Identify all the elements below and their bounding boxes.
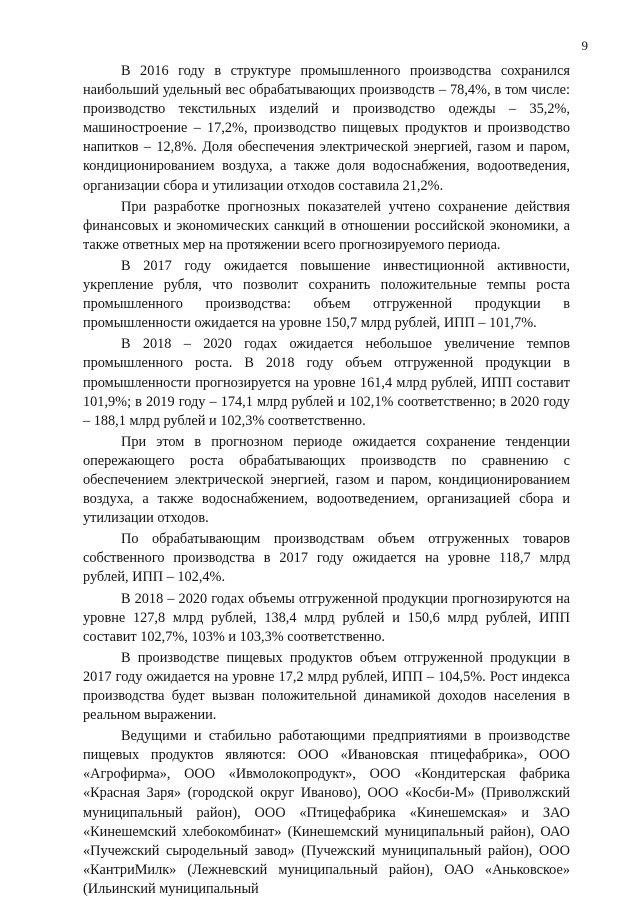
paragraph-manufacturing-2017: По обрабатывающим производствам объем отгруженных товаров собственного производства в 2017 году ожидается на уровне 118,7 млрд рублей, ИПП – 102,4%. (83, 531, 570, 586)
page-number: 9 (581, 38, 588, 53)
paragraph-forecast-2017: В 2017 году ожидается повышение инвестиционной активности, укрепление рубля, что позволит сохранить положительные темпы роста промышленного производства: объем отгруженной продукции в промышленности ожидается на уровне 150,7 млрд рублей, ИПП – 101,7%. (83, 257, 570, 332)
paragraph-industry-structure-2016: В 2016 году в структуре промышленного производства сохранился наибольший удельный вес обрабатывающих производств – 78,4%, в том числе: производство текстильных изделий и производство одежды – 35,2%, машиностроение – 17,2%, производство пищевых продуктов и производство напитков – 12,8%. Доля обеспечения электрической энергией, газом и паром, кондиционированием воздуха, а также доля водоснабжения, водоотведения, организации сбора и утилизации отходов составила 21,2%. (83, 63, 570, 194)
paragraph-manufacturing-trend: При этом в прогнозном периоде ожидается сохранение тенденции опережающего роста обрабатывающих производств по сравнению с обеспечением электрической энергией, газом и паром, кондиционированием воздуха, а также водоснабжением, водоотведением, организацией сбора и утилизации отходов. (83, 433, 570, 527)
paragraph-leading-enterprises: Ведущими и стабильно работающими предприятиями в производстве пищевых продуктов являются: ООО «Ивановская птицефабрика», ООО «Агрофирма», ООО «Ивмолокопродукт», ООО «Кондитерская фабрика «Красная Заря» (городской округ Иваново), ООО «Косби-М» (Приволжский муниципальный район), ООО «Птицефабрика «Кинешемская» и ЗАО «Кинешемский хлебокомбинат» (Кинешемский муниципальный район), ОАО «Пучежский сыродельный завод» (Пучежский муниципальный район), ООО «КантриМилк» (Лежневский муниципальный район), ОАО «Аньковское» (Ильинский муниципальный (83, 728, 570, 897)
paragraph-food-production-2017: В производстве пищевых продуктов объем отгруженной продукции в 2017 году ожидается на уровне 17,2 млрд рублей, ИПП – 104,5%. Рост индекса производства будет вызван положительной динамикой доходов населения в реальном выражении. (83, 649, 570, 724)
paragraph-manufacturing-2018-2020: В 2018 – 2020 годах объемы отгруженной продукции прогнозируются на уровне 127,8 млрд рублей, 138,4 млрд рублей и 150,6 млрд рублей, ИПП составит 102,7%, 103% и 103,3% соответственно. (83, 590, 570, 645)
paragraph-sanctions: При разработке прогнозных показателей учтено сохранение действия финансовых и экономических санкций в отношении российской экономики, а также ответных мер на протяжении всего прогнозируемого периода. (83, 198, 570, 253)
document-body (83, 62, 570, 901)
paragraph-forecast-2018-2020: В 2018 – 2020 годах ожидается небольшое увеличение темпов промышленного роста. В 2018 году объем отгруженной продукции в промышленности прогнозируется на уровне 161,4 млрд рублей, ИПП составит 101,9%; в 2019 году – 174,1 млрд рублей и 102,1% соответственно; в 2020 году – 188,1 млрд рублей и 102,3% соответственно. (83, 336, 570, 429)
